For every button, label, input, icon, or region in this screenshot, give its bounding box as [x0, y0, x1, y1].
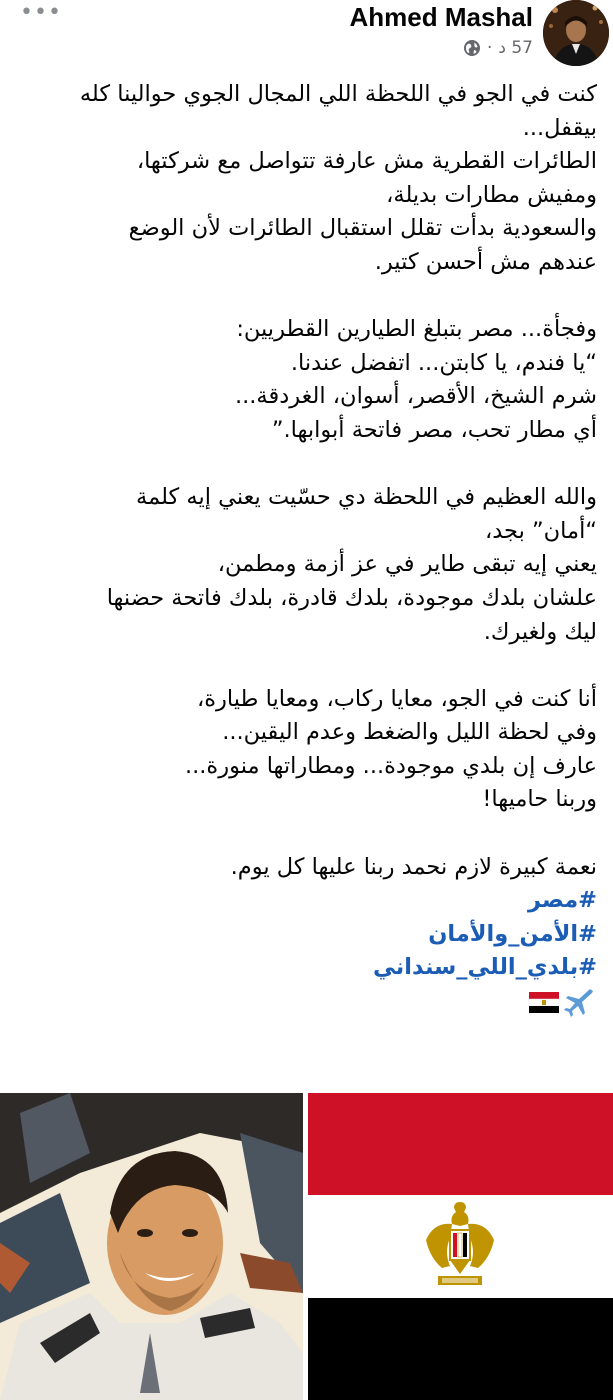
post-line: عارف إن بلدي موجودة... ومطاراتها منورة...	[184, 752, 597, 779]
post-line: “يا فندم، يا كابتن... اتفضل عندنا.	[290, 349, 597, 376]
post-line: يعني إيه تبقى طاير في عز أزمة ومطمن،	[217, 551, 597, 578]
hashtag-link[interactable]: #مصر	[528, 887, 597, 914]
post-line: الطائرات القطرية مش عارفة تتواصل مع شركتها،	[136, 148, 597, 175]
post-line: أي مطار تحب، مصر فاتحة أبوابها.”	[271, 416, 597, 443]
post-line: وفي لحظة الليل والضغط وعدم اليقين...	[222, 719, 597, 746]
more-options-button[interactable]	[20, 0, 62, 25]
post-line: وفجأة... مصر بتبلغ الطيارين القطريين:	[236, 316, 597, 343]
globe-icon	[463, 39, 481, 57]
post-meta	[463, 36, 533, 60]
post-line: نعمة كبيرة لازم نحمد ربنا عليها كل يوم.	[230, 853, 597, 880]
avatar[interactable]	[543, 0, 609, 66]
paragraph-gap	[12, 817, 597, 851]
post-line: عندهم مش أحسن كتير.	[374, 248, 597, 275]
post-media	[0, 1093, 613, 1400]
post-line: شرم الشيخ، الأقصر، أسوان، الغردقة...	[234, 383, 597, 410]
hashtag-link[interactable]: #الأمن_والأمان	[428, 920, 597, 947]
eagle-of-saladin-icon	[420, 1196, 500, 1296]
post-body	[12, 78, 597, 1019]
flag-black-stripe	[308, 1298, 613, 1400]
paragraph-gap	[12, 448, 597, 482]
author-name[interactable]: Ahmed Mashal	[349, 2, 533, 32]
meta-separator: ·	[486, 38, 493, 58]
avatar-image	[543, 0, 609, 66]
post-line: ليك ولغيرك.	[483, 618, 597, 645]
more-dots-icon: •••	[20, 0, 62, 25]
post-line: كنت في الجو في اللحظة اللي المجال الجوي حوالينا كله	[79, 81, 597, 107]
hashtag-link[interactable]: #بلدي_اللي_سنداني	[373, 954, 597, 981]
post-line: علشان بلدك موجودة، بلدك قادرة، بلدك فاتحة حضنها	[106, 584, 597, 611]
post-line: أنا كنت في الجو، معايا ركاب، ومعايا طيارة،	[196, 685, 597, 712]
flag-red-stripe	[308, 1093, 613, 1195]
emoji-group	[527, 986, 597, 1018]
pilot-photo[interactable]	[0, 1093, 303, 1400]
post-header	[0, 0, 613, 72]
emoji-line	[12, 985, 597, 1019]
egypt-flag-icon	[529, 992, 559, 1013]
post-line: والله العظيم في اللحظة دي حسّيت يعني إيه كلمة	[136, 484, 597, 511]
paragraph-gap	[12, 649, 597, 683]
post-time[interactable]: 57 د	[498, 38, 533, 58]
airplane-icon	[564, 989, 593, 1017]
post-line: والسعودية بدأت تقلل استقبال الطائرات لأن الوضع	[128, 215, 597, 242]
post-line: وربنا حاميها!	[482, 786, 597, 813]
post-line: “أمان” بجد،	[484, 517, 597, 544]
paragraph-gap	[12, 280, 597, 314]
pilot-illustration	[0, 1093, 303, 1400]
post-line: بيقفل...	[522, 114, 597, 141]
egypt-flag-image[interactable]	[308, 1093, 613, 1400]
post-line: ومفيش مطارات بديلة،	[386, 181, 597, 208]
